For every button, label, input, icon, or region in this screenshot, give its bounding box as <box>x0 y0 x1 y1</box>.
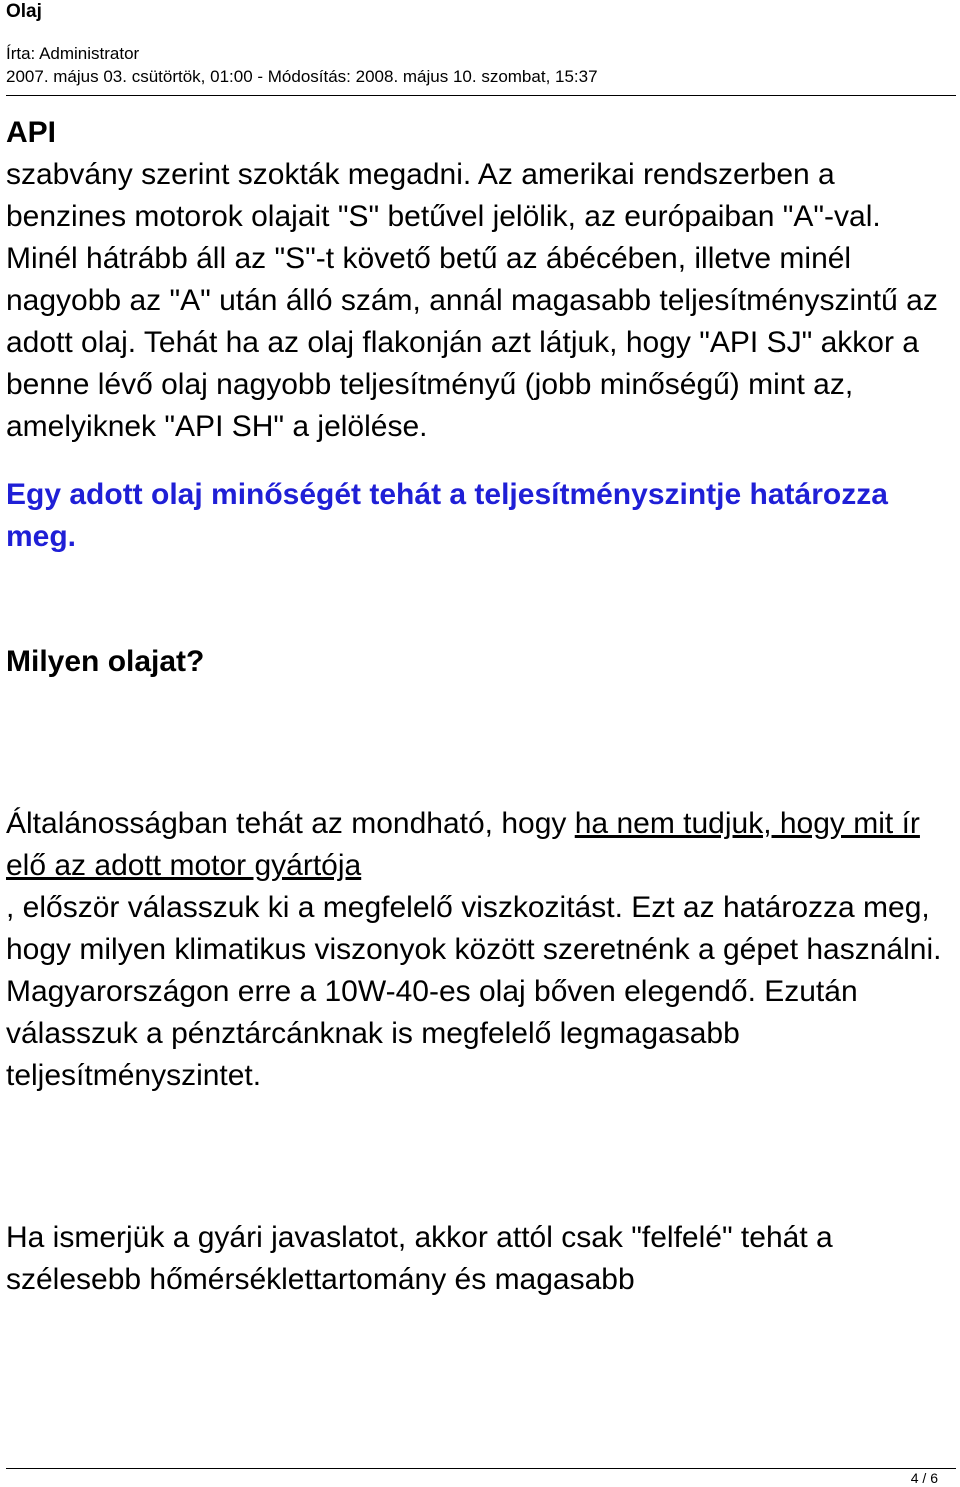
paragraph-rest: , először válasszuk ki a megfelelő viszkozitást. Ezt az határozza meg, hogy milyen klimatikus viszonyok között szeretnénk a gépet használni. Magyarországon erre a 10W-40-es olaj bőven elegendő. Ezután válasszuk a pénztárcánknak is megfelelő legmagasabb teljesítményszintet. <box>6 891 942 1092</box>
author-line: Írta: Administrator <box>6 44 140 63</box>
paragraph-api-standard: szabvány szerint szokták megadni. Az amerikai rendszerben a benzines motorok olajait "S" betűvel jelölik, az európaiban "A"-val. Minél hátrább áll az "S"-t követő betű az ábécében, illetve minél nagyobb az "A" után álló szám, annál magasabb teljesítményszintű az adott olaj. Tehát ha az olaj flakonján azt látjuk, hogy "API SJ" akkor a benne lévő olaj nagyobb teljesítményű (jobb minőségű) mint az, amelyiknek "API SH" a jelölése. <box>6 158 938 443</box>
date-line: 2007. május 03. csütörtök, 01:00 - Módosítás: 2008. május 10. szombat, 15:37 <box>6 67 598 86</box>
page-number: 4 / 6 <box>910 1470 938 1486</box>
article-body <box>6 112 954 1301</box>
underlined-phrase: ha nem tudjuk, hogy mit ír elő az adott motor gyártója <box>6 807 920 882</box>
header-divider <box>6 95 956 96</box>
footer-divider <box>6 1468 956 1469</box>
highlight-text: Egy adott olaj minőségét tehát a teljesítményszintje határozza meg. <box>6 478 888 553</box>
paragraph-factory-recommendation: Ha ismerjük a gyári javaslatot, akkor attól csak "felfelé" tehát a szélesebb hőmérséklettartomány és magasabb <box>6 1221 833 1296</box>
api-heading: API <box>6 116 57 149</box>
page-title: Olaj <box>6 1 42 22</box>
paragraph-intro: Általánosságban tehát az mondható, hogy <box>6 807 575 840</box>
section-subheading: Milyen olajat? <box>6 645 205 678</box>
paragraph-general-advice <box>6 803 954 1097</box>
